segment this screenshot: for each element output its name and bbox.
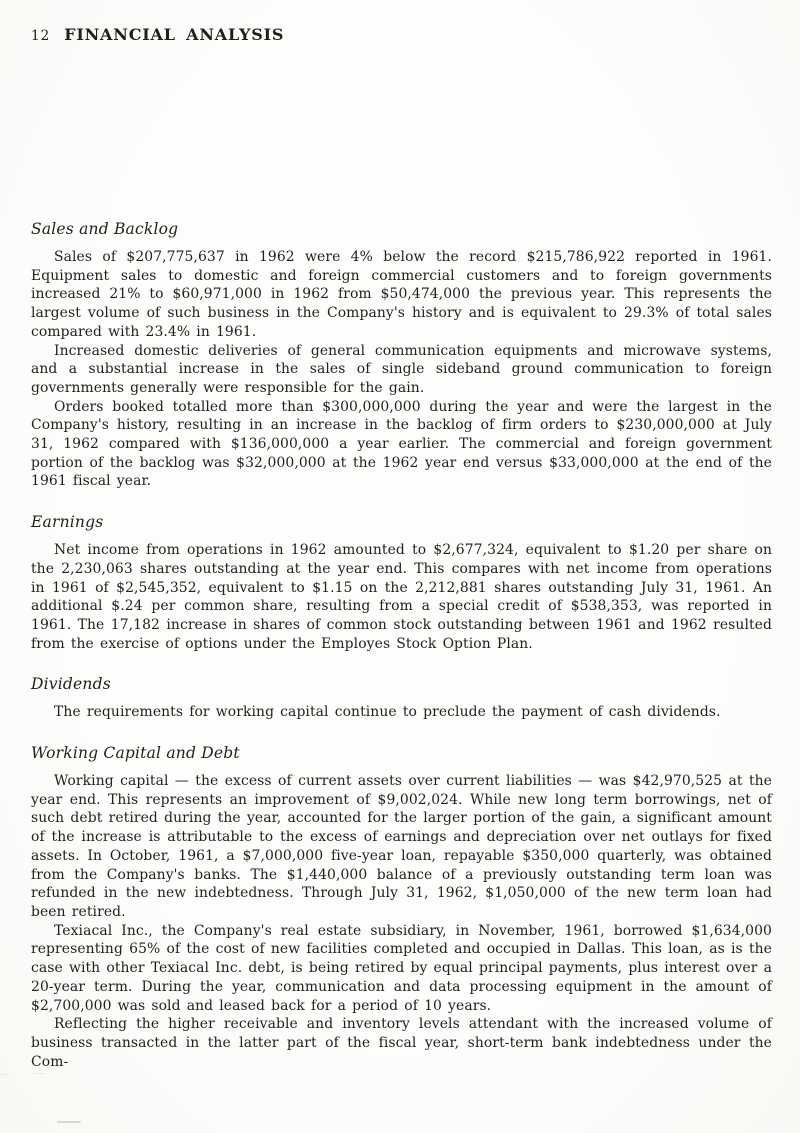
page-number: 12 [31,28,51,44]
section-heading-earnings: Earnings [31,513,104,532]
section-heading-working-capital-and-debt: Working Capital and Debt [31,744,240,763]
section-heading-dividends: Dividends [31,675,111,694]
paragraph: Reflecting the higher receivable and inventory levels attendant with the increased volume of business transacted in the latter part of the fiscal year, short-term bank indebtedness under the Com- [31,1016,772,1070]
scan-smudge [57,1121,81,1123]
section-heading-sales-and-backlog: Sales and Backlog [31,220,179,238]
paragraph: The requirements for working capital continue to preclude the payment of cash dividends. [54,704,721,721]
page-header-title: FINANCIAL ANALYSIS [64,25,285,44]
scan-smudge [33,1073,45,1074]
paragraph: Texiacal Inc., the Company's real estate subsidiary, in November, 1961, borrowed $1,634,000 representing 65% of the cost of new facilities completed and occupied in Dallas. This loan, as is the case with other Texiacal Inc. debt, is being retired by equal principal payments, plus interest over a 20-year term. During the year, communication and data processing equipment in the amount of $2,700,000 was sold and leased back for a period of 10 years. [31,922,772,1014]
page-content [31,0,772,1071]
paragraph: Increased domestic deliveries of general communication equipments and microwave systems, and a substantial increase in the sales of single sideband ground communication to foreign governments generally were responsible for the gain. [31,342,772,396]
paragraph: Net income from operations in 1962 amounted to $2,677,324, equivalent to $1.20 per share on the 2,230,063 shares outstanding at the year end. This compares with net income from operations in 1961 of $2,545,352, equivalent to $1.15 on the 2,212,881 shares outstanding July 31, 1961. An additional $.24 per common share, resulting from a special credit of $538,353, was reported in 1961. The 17,182 increase in shares of common stock outstanding between 1961 and 1962 resulted from the exercise of options under the Employes Stock Option Plan. [31,542,772,652]
scan-smudge [0,1074,8,1075]
paragraph: Working capital — the excess of current assets over current liabilities — was $42,970,525 at the year end. This represents an improvement of $9,002,024. While new long term borrowings, net of such debt retired during the year, accounted for the larger portion of the gain, a significant amount of the increase is attributable to the excess of earnings and depreciation over net outlays for fixed assets. In October, 1961, a $7,000,000 five-year loan, repayable $350,000 quarterly, was obtained from the Company's banks. The $1,440,000 balance of a previously outstanding term loan was refunded in the new indebtedness. Through July 31, 1962, $1,050,000 of the new term loan had been retired. [31,773,772,920]
paragraph: Sales of $207,775,637 in 1962 were 4% below the record $215,786,922 reported in 1961. Equipment sales to domestic and foreign commercial customers and to foreign governments increased 21% to $60,971,000 in 1962 from $50,474,000 the previous year. This represents the largest volume of such business in the Company's history and is equivalent to 29.3% of total sales compared with 23.4% in 1961. [31,249,772,340]
paragraph: Orders booked totalled more than $300,000,000 during the year and were the largest in the Company's history, resulting in an increase in the backlog of firm orders to $230,000,000 at July 31, 1962 compared with $136,000,000 a year earlier. The commercial and foreign government portion of the backlog was $32,000,000 at the 1962 year end versus $33,000,000 at the end of the 1961 fiscal year. [31,398,772,490]
